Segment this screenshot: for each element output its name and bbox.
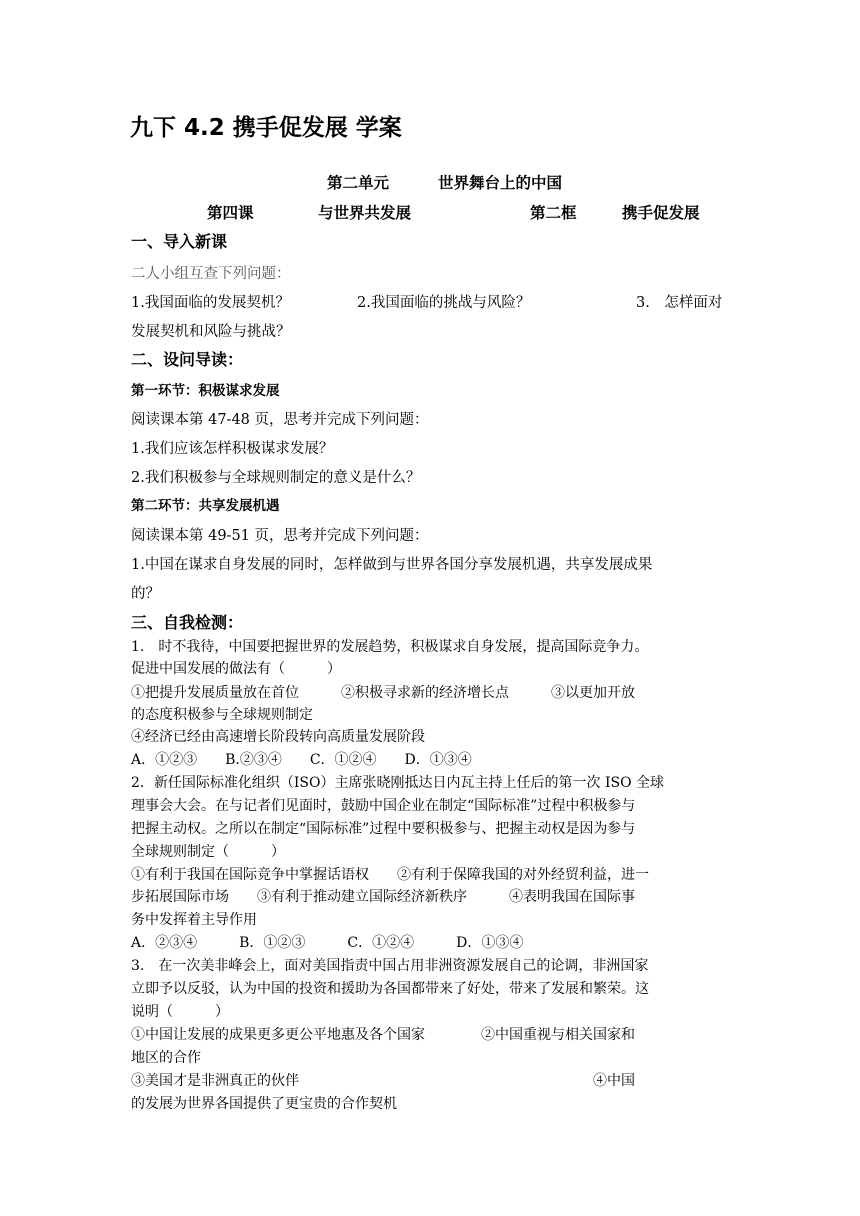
test-line: 说明（ ） [131,1004,229,1020]
frame-label: 第二框 [530,204,577,222]
document-title: 九下 4.2 携手促发展 学案 [130,115,402,141]
test-line: ④经济已经由高速增长阶段转向高质量发展阶段 [131,729,425,745]
test-line: 的态度积极参与全球规则制定 [131,707,313,723]
part2-question-1-cont: 的？ [131,586,160,602]
section-heading-guide: 二、设问导读： [131,350,244,369]
unit-name: 世界舞台上的中国 [438,174,563,192]
test-line: A．②③④ B．①②③ C．①②④ D．①③④ [131,935,524,951]
part1-question-1: 1.我们应该怎样积极谋求发展？ [131,441,334,457]
test-line: ①中国让发展的成果更多更公平地惠及各个国家 ②中国重视与相关国家和 [131,1027,635,1043]
test-line: 2．新任国际标准化组织（ISO）主席张晓刚抵达日内瓦主持上任后的第一次 ISO 全球 [131,775,665,791]
test-line: 地区的合作 [131,1050,201,1066]
unit-label: 第二单元 [327,174,390,192]
test-line: ①把提升发展质量放在首位 ②积极寻求新的经济增长点 ③以更加开放 [131,685,635,701]
part2-heading: 第二环节：共享发展机遇 [131,498,280,514]
intro-question-3: 3. 怎样面对 [636,295,723,311]
test-line: 把握主动权。之所以在制定“国际标准”过程中要积极参与、把握主动权是因为参与 [131,821,636,837]
part2-reading: 阅读课本第 49-51 页，思考并完成下列问题： [131,528,429,544]
lesson-label: 第四课 [207,204,254,222]
part1-reading: 阅读课本第 47-48 页，思考并完成下列问题： [131,412,429,428]
test-line: 立即予以反驳，认为中国的投资和援助为各国都带来了好处，带来了发展和繁荣。这 [131,981,649,997]
part1-heading: 第一环节：积极谋求发展 [131,383,280,399]
test-line: ①有利于我国在国际竞争中掌握话语权 ②有利于保障我国的对外经贸利益，进一 [131,867,649,883]
test-line: 务中发挥着主导作用 [131,912,257,928]
intro-question-2: 2.我国面临的挑战与风险？ [357,295,531,311]
intro-instruction: 二人小组互查下列问题： [131,266,291,282]
part1-question-2: 2.我们积极参与全球规则制定的意义是什么？ [131,470,421,486]
test-line: 理事会大会。在与记者们见面时，鼓励中国企业在制定“国际标准”过程中积极参与 [131,798,636,814]
section-heading-selftest: 三、自我检测： [131,613,244,632]
test-line: ③美国才是非洲真正的伙伴 ④中国 [131,1073,635,1089]
test-line: 的发展为世界各国提供了更宝贵的合作契机 [131,1096,397,1112]
test-line: 1. 时不我待，中国要把握世界的发展趋势，积极谋求自身发展，提高国际竞争力。 [131,639,649,655]
intro-question-1: 1.我国面临的发展契机？ [131,295,290,311]
test-line: 步拓展国际市场 ③有利于推动建立国际经济新秩序 ④表明我国在国际事 [131,889,635,905]
test-line: 促进中国发展的做法有（ ） [131,661,341,677]
test-line: 全球规则制定（ ） [131,844,285,860]
intro-question-3-cont: 发展契机和风险与挑战？ [131,324,291,340]
test-line: 3. 在一次美非峰会上，面对美国指责中国占用非洲资源发展自己的论调，非洲国家 [131,958,649,974]
section-heading-intro: 一、导入新课 [131,232,228,251]
lesson-name: 与世界共发展 [318,204,412,222]
frame-name: 携手促发展 [622,204,700,222]
part2-question-1: 1.中国在谋求自身发展的同时，怎样做到与世界各国分享发展机遇，共享发展成果 [131,557,653,573]
test-line: A．①②③ B.②③④ C．①②④ D．①③④ [131,752,472,768]
